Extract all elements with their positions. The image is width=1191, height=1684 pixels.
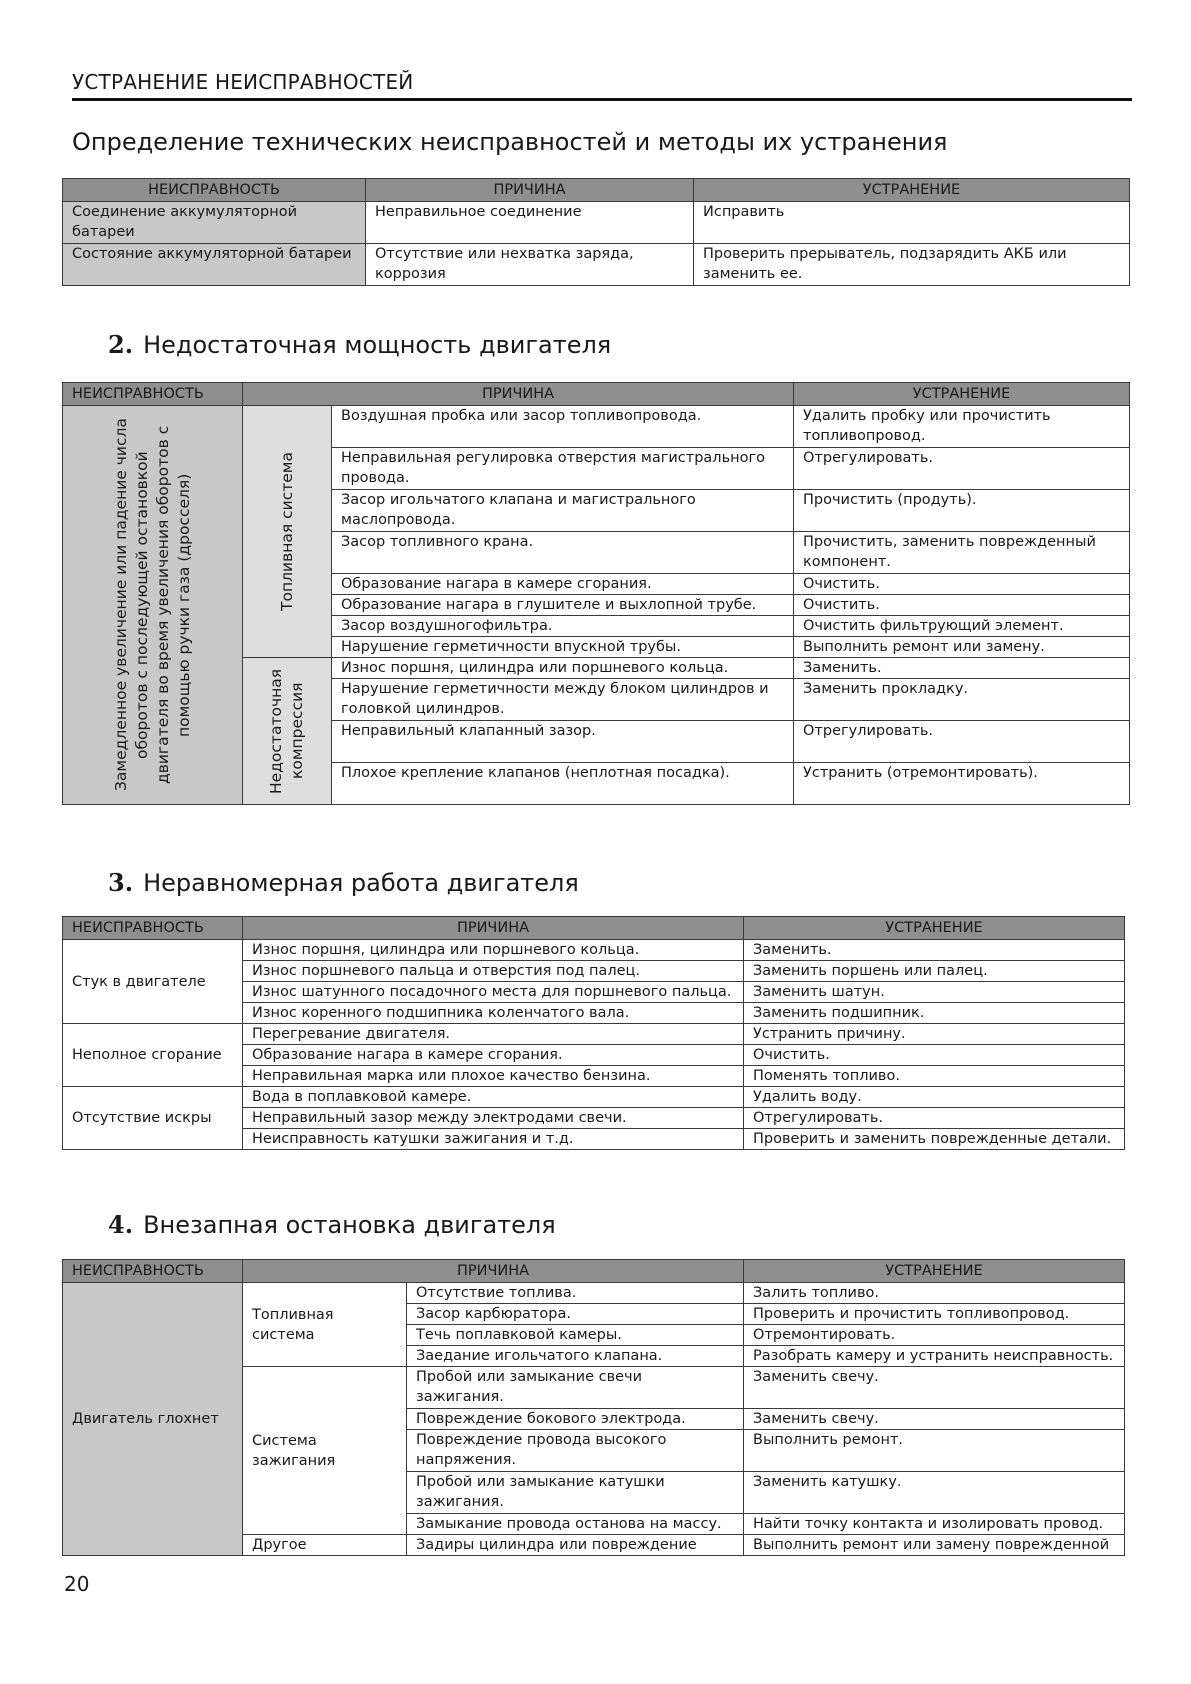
header-cause: ПРИЧИНА — [243, 1260, 744, 1283]
group-cell — [243, 658, 332, 805]
header-cause: ПРИЧИНА — [243, 917, 744, 940]
fix-cell: Прочистить, заменить поврежденный компонент. — [794, 532, 1130, 574]
fix-cell: Проверить прерыватель, подзарядить АКБ или заменить ее. — [694, 244, 1130, 286]
cause-cell: Неправильная регулировка отверстия магистрального провода. — [332, 448, 794, 490]
fault-cell — [63, 406, 243, 805]
cause-cell: Замыкание провода останова на массу. — [407, 1514, 744, 1535]
fix-cell: Найти точку контакта и изолировать провод. — [744, 1514, 1125, 1535]
cause-cell: Плохое крепление клапанов (неплотная посадка). — [332, 763, 794, 805]
fault-cell: Двигатель глохнет — [63, 1283, 243, 1556]
fault-cell: Стук в двигателе — [63, 940, 243, 1024]
fix-cell: Очистить. — [744, 1045, 1125, 1066]
cause-cell: Отсутствие или нехватка заряда, коррозия — [366, 244, 694, 286]
fault-cell: Отсутствие искры — [63, 1087, 243, 1150]
table-row — [63, 406, 1130, 448]
fix-cell: Заменить свечу. — [744, 1409, 1125, 1430]
cause-cell: Задиры цилиндра или повреждение — [407, 1535, 744, 1556]
fix-cell: Разобрать камеру и устранить неисправность. — [744, 1346, 1125, 1367]
cause-cell: Перегревание двигателя. — [243, 1024, 744, 1045]
fix-cell: Удалить воду. — [744, 1087, 1125, 1108]
cause-cell: Отсутствие топлива. — [407, 1283, 744, 1304]
fix-cell: Выполнить ремонт. — [744, 1430, 1125, 1472]
fault-cell: Неполное сгорание — [63, 1024, 243, 1087]
battery-table — [62, 178, 1130, 286]
table-row — [63, 1087, 1125, 1108]
cause-cell: Неправильная марка или плохое качество бензина. — [243, 1066, 744, 1087]
header-fault: НЕИСПРАВНОСТЬ — [63, 383, 243, 406]
fix-cell: Проверить и прочистить топливопровод. — [744, 1304, 1125, 1325]
header-fix: УСТРАНЕНИЕ — [694, 179, 1130, 202]
cause-cell: Износ поршневого пальца и отверстия под палец. — [243, 961, 744, 982]
cause-cell: Образование нагара в камере сгорания. — [332, 574, 794, 595]
cause-cell: Воздушная пробка или засор топливопровода. — [332, 406, 794, 448]
fix-cell: Выполнить ремонт или замену. — [794, 637, 1130, 658]
section-2-title — [108, 330, 611, 359]
fix-cell: Заменить подшипник. — [744, 1003, 1125, 1024]
table-row — [63, 1283, 1125, 1304]
header-fix: УСТРАНЕНИЕ — [744, 1260, 1125, 1283]
cause-cell: Образование нагара в камере сгорания. — [243, 1045, 744, 1066]
cause-cell: Неправильный зазор между электродами свечи. — [243, 1108, 744, 1129]
cause-cell: Повреждение бокового электрода. — [407, 1409, 744, 1430]
section-number: 3. — [108, 868, 134, 897]
cause-cell: Заедание игольчатого клапана. — [407, 1346, 744, 1367]
fix-cell: Заменить. — [744, 940, 1125, 961]
page-title: Определение технических неисправностей и методы их устранения — [72, 128, 948, 156]
table-row — [63, 244, 1130, 286]
fix-cell: Залить топливо. — [744, 1283, 1125, 1304]
table-row — [63, 202, 1130, 244]
fix-cell: Заменить шатун. — [744, 982, 1125, 1003]
fix-cell: Отремонтировать. — [744, 1325, 1125, 1346]
section-number: 4. — [108, 1210, 134, 1239]
power-table — [62, 382, 1130, 805]
uneven-running-table — [62, 916, 1125, 1150]
section-heading: Внезапная остановка двигателя — [143, 1211, 556, 1239]
cause-cell: Износ поршня, цилиндра или поршневого кольца. — [243, 940, 744, 961]
cause-cell: Образование нагара в глушителе и выхлопной трубе. — [332, 595, 794, 616]
fix-cell: Заменить свечу. — [744, 1367, 1125, 1409]
page-header: УСТРАНЕНИЕ НЕИСПРАВНОСТЕЙ — [72, 70, 1132, 101]
group-text: Топливная система — [277, 452, 296, 611]
fix-cell: Удалить пробку или прочистить топливопровод. — [794, 406, 1130, 448]
fault-text: Замедленное увеличение или падение числа оборотов с последующей остановкой двигателя во время увеличения оборотов с помощью ручки газа (дросселя) — [111, 418, 193, 792]
cause-cell: Износ коренного подшипника коленчатого вала. — [243, 1003, 744, 1024]
table-row — [63, 940, 1125, 961]
sudden-stop-table — [62, 1259, 1125, 1556]
cause-cell: Засор карбюратора. — [407, 1304, 744, 1325]
cause-cell: Износ шатунного посадочного места для поршневого пальца. — [243, 982, 744, 1003]
cause-cell: Засор игольчатого клапана и магистрального маслопровода. — [332, 490, 794, 532]
group-cell: Топливная система — [243, 1283, 407, 1367]
cause-cell: Износ поршня, цилиндра или поршневого кольца. — [332, 658, 794, 679]
cause-cell: Нарушение герметичности между блоком цилиндров и головкой цилиндров. — [332, 679, 794, 721]
fix-cell: Прочистить (продуть). — [794, 490, 1130, 532]
group-cell — [243, 406, 332, 658]
cause-cell: Нарушение герметичности впускной трубы. — [332, 637, 794, 658]
fix-cell: Очистить фильтрующий элемент. — [794, 616, 1130, 637]
fix-cell: Заменить катушку. — [744, 1472, 1125, 1514]
fix-cell: Устранить причину. — [744, 1024, 1125, 1045]
fix-cell: Выполнить ремонт или замену поврежденной — [744, 1535, 1125, 1556]
fix-cell: Исправить — [694, 202, 1130, 244]
fix-cell: Очистить. — [794, 574, 1130, 595]
section-4-title — [108, 1210, 556, 1239]
cause-cell: Пробой или замыкание катушки зажигания. — [407, 1472, 744, 1514]
cause-cell: Вода в поплавковой камере. — [243, 1087, 744, 1108]
cause-cell: Засор топливного крана. — [332, 532, 794, 574]
cause-cell: Засор воздушногофильтра. — [332, 616, 794, 637]
fix-cell: Устранить (отремонтировать). — [794, 763, 1130, 805]
page-number: 20 — [64, 1572, 90, 1596]
header-cause: ПРИЧИНА — [366, 179, 694, 202]
fault-cell: Соединение аккумуляторной батареи — [63, 202, 366, 244]
group-cell: Система зажигания — [243, 1367, 407, 1535]
cause-cell: Повреждение провода высокого напряжения. — [407, 1430, 744, 1472]
section-3-title — [108, 868, 579, 897]
fix-cell: Отрегулировать. — [744, 1108, 1125, 1129]
cause-cell: Неправильное соединение — [366, 202, 694, 244]
fix-cell: Заменить прокладку. — [794, 679, 1130, 721]
section-heading: Неравномерная работа двигателя — [143, 869, 579, 897]
fix-cell: Заменить поршень или палец. — [744, 961, 1125, 982]
fix-cell: Очистить. — [794, 595, 1130, 616]
header-fault: НЕИСПРАВНОСТЬ — [63, 917, 243, 940]
cause-cell: Неисправность катушки зажигания и т.д. — [243, 1129, 744, 1150]
header-fix: УСТРАНЕНИЕ — [744, 917, 1125, 940]
header-cause: ПРИЧИНА — [243, 383, 794, 406]
cause-cell: Неправильный клапанный зазор. — [332, 721, 794, 763]
section-heading: Недостаточная мощность двигателя — [143, 331, 612, 359]
header-fault: НЕИСПРАВНОСТЬ — [63, 1260, 243, 1283]
cause-cell: Пробой или замыкание свечи зажигания. — [407, 1367, 744, 1409]
fault-cell: Состояние аккумуляторной батареи — [63, 244, 366, 286]
fix-cell: Отрегулировать. — [794, 721, 1130, 763]
table-row — [63, 1024, 1125, 1045]
fix-cell: Поменять топливо. — [744, 1066, 1125, 1087]
header-fix: УСТРАНЕНИЕ — [794, 383, 1130, 406]
cause-cell: Течь поплавковой камеры. — [407, 1325, 744, 1346]
fix-cell: Проверить и заменить поврежденные детали. — [744, 1129, 1125, 1150]
group-text: Недостаточная компрессия — [267, 668, 306, 794]
header-fault: НЕИСПРАВНОСТЬ — [63, 179, 366, 202]
fix-cell: Заменить. — [794, 658, 1130, 679]
group-cell: Другое — [243, 1535, 407, 1556]
section-number: 2. — [108, 330, 134, 359]
fix-cell: Отрегулировать. — [794, 448, 1130, 490]
